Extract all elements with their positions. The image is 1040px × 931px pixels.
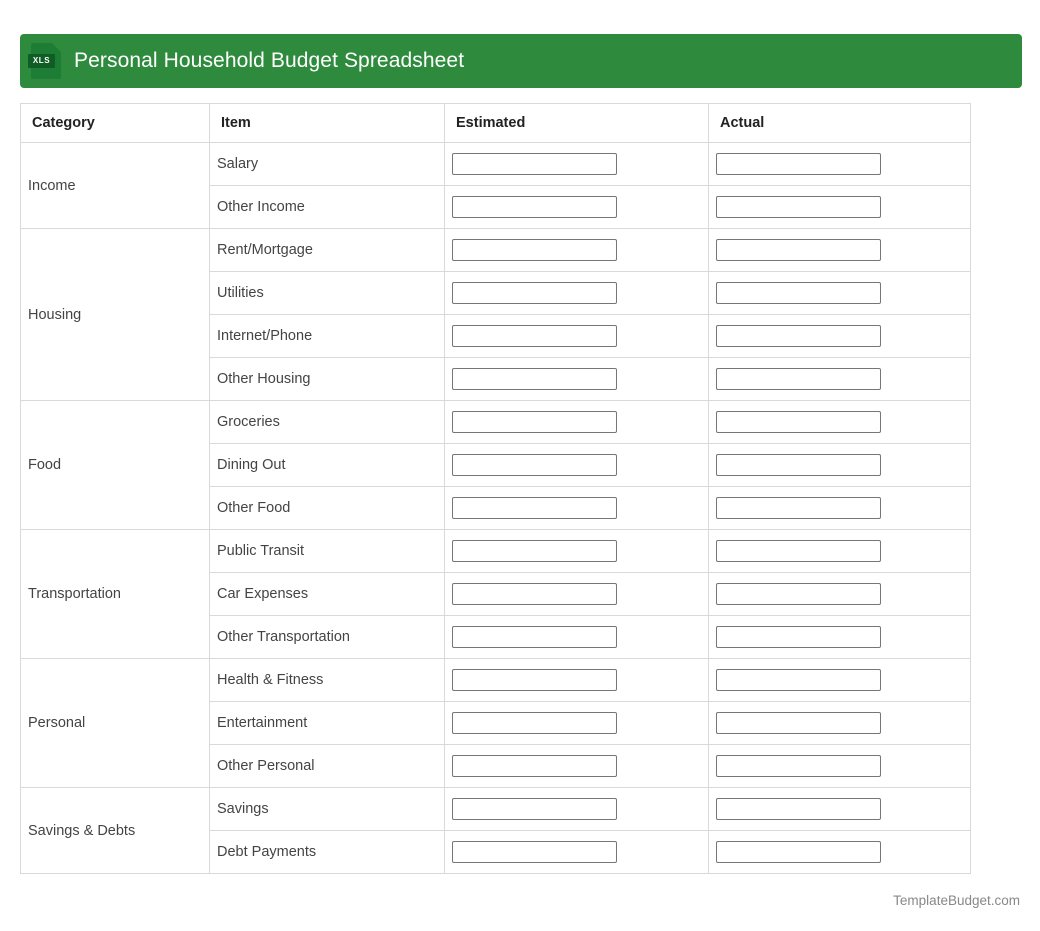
category-cell: Food [21, 401, 210, 530]
actual-input[interactable] [716, 841, 881, 863]
item-cell: Dining Out [210, 444, 445, 487]
estimated-cell [445, 315, 709, 358]
table-row [21, 401, 971, 444]
actual-cell [709, 186, 971, 229]
estimated-cell [445, 272, 709, 315]
item-cell: Salary [210, 143, 445, 186]
estimated-cell [445, 229, 709, 272]
table-header [21, 104, 971, 143]
item-cell: Debt Payments [210, 831, 445, 874]
item-cell: Rent/Mortgage [210, 229, 445, 272]
estimated-input[interactable] [452, 755, 617, 777]
item-cell: Other Housing [210, 358, 445, 401]
actual-input[interactable] [716, 282, 881, 304]
actual-input[interactable] [716, 755, 881, 777]
estimated-cell [445, 186, 709, 229]
actual-input[interactable] [716, 712, 881, 734]
actual-cell [709, 401, 971, 444]
estimated-cell [445, 530, 709, 573]
estimated-input[interactable] [452, 497, 617, 519]
table-row [21, 143, 971, 186]
column-header-actual: Actual [709, 104, 971, 143]
estimated-input[interactable] [452, 282, 617, 304]
estimated-input[interactable] [452, 239, 617, 261]
estimated-cell [445, 401, 709, 444]
actual-cell [709, 143, 971, 186]
estimated-input[interactable] [452, 583, 617, 605]
budget-table [20, 103, 971, 874]
table-row [21, 659, 971, 702]
table-row [21, 229, 971, 272]
page-title: Personal Household Budget Spreadsheet [74, 49, 465, 72]
category-cell: Savings & Debts [21, 788, 210, 874]
actual-input[interactable] [716, 798, 881, 820]
actual-cell [709, 702, 971, 745]
actual-input[interactable] [716, 669, 881, 691]
category-cell: Housing [21, 229, 210, 401]
category-cell: Personal [21, 659, 210, 788]
item-cell: Other Personal [210, 745, 445, 788]
actual-cell [709, 444, 971, 487]
actual-cell [709, 358, 971, 401]
actual-input[interactable] [716, 325, 881, 347]
actual-cell [709, 229, 971, 272]
category-cell: Transportation [21, 530, 210, 659]
actual-input[interactable] [716, 540, 881, 562]
column-header-item: Item [210, 104, 445, 143]
item-cell: Groceries [210, 401, 445, 444]
estimated-cell [445, 143, 709, 186]
item-cell: Internet/Phone [210, 315, 445, 358]
estimated-input[interactable] [452, 712, 617, 734]
actual-input[interactable] [716, 583, 881, 605]
estimated-input[interactable] [452, 368, 617, 390]
actual-cell [709, 530, 971, 573]
xls-file-icon [31, 43, 61, 79]
estimated-cell [445, 659, 709, 702]
actual-cell [709, 315, 971, 358]
category-cell: Income [21, 143, 210, 229]
actual-cell [709, 745, 971, 788]
actual-cell [709, 616, 971, 659]
title-bar [20, 34, 1022, 88]
actual-cell [709, 659, 971, 702]
actual-input[interactable] [716, 454, 881, 476]
actual-cell [709, 487, 971, 530]
xls-icon-label: XLS [28, 54, 55, 68]
actual-input[interactable] [716, 626, 881, 648]
item-cell: Savings [210, 788, 445, 831]
estimated-cell [445, 358, 709, 401]
estimated-cell [445, 745, 709, 788]
actual-input[interactable] [716, 411, 881, 433]
table-body [21, 143, 971, 874]
xls-icon-fold [52, 43, 61, 52]
estimated-input[interactable] [452, 626, 617, 648]
table-row [21, 788, 971, 831]
estimated-cell [445, 702, 709, 745]
actual-cell [709, 272, 971, 315]
actual-input[interactable] [716, 153, 881, 175]
actual-input[interactable] [716, 497, 881, 519]
column-header-category: Category [21, 104, 210, 143]
estimated-cell [445, 616, 709, 659]
estimated-input[interactable] [452, 325, 617, 347]
estimated-cell [445, 788, 709, 831]
estimated-cell [445, 831, 709, 874]
estimated-input[interactable] [452, 798, 617, 820]
actual-cell [709, 788, 971, 831]
item-cell: Other Transportation [210, 616, 445, 659]
item-cell: Health & Fitness [210, 659, 445, 702]
table-row [21, 530, 971, 573]
actual-cell [709, 831, 971, 874]
column-header-estimated: Estimated [445, 104, 709, 143]
item-cell: Entertainment [210, 702, 445, 745]
footer-attribution: TemplateBudget.com [893, 893, 1020, 908]
item-cell: Other Food [210, 487, 445, 530]
actual-input[interactable] [716, 368, 881, 390]
estimated-input[interactable] [452, 196, 617, 218]
estimated-input[interactable] [452, 669, 617, 691]
actual-input[interactable] [716, 196, 881, 218]
estimated-input[interactable] [452, 540, 617, 562]
table-header-row [21, 104, 971, 143]
item-cell: Car Expenses [210, 573, 445, 616]
estimated-input[interactable] [452, 411, 617, 433]
actual-input[interactable] [716, 239, 881, 261]
estimated-cell [445, 444, 709, 487]
estimated-cell [445, 487, 709, 530]
item-cell: Public Transit [210, 530, 445, 573]
item-cell: Utilities [210, 272, 445, 315]
estimated-input[interactable] [452, 454, 617, 476]
actual-cell [709, 573, 971, 616]
item-cell: Other Income [210, 186, 445, 229]
estimated-input[interactable] [452, 153, 617, 175]
estimated-input[interactable] [452, 841, 617, 863]
estimated-cell [445, 573, 709, 616]
